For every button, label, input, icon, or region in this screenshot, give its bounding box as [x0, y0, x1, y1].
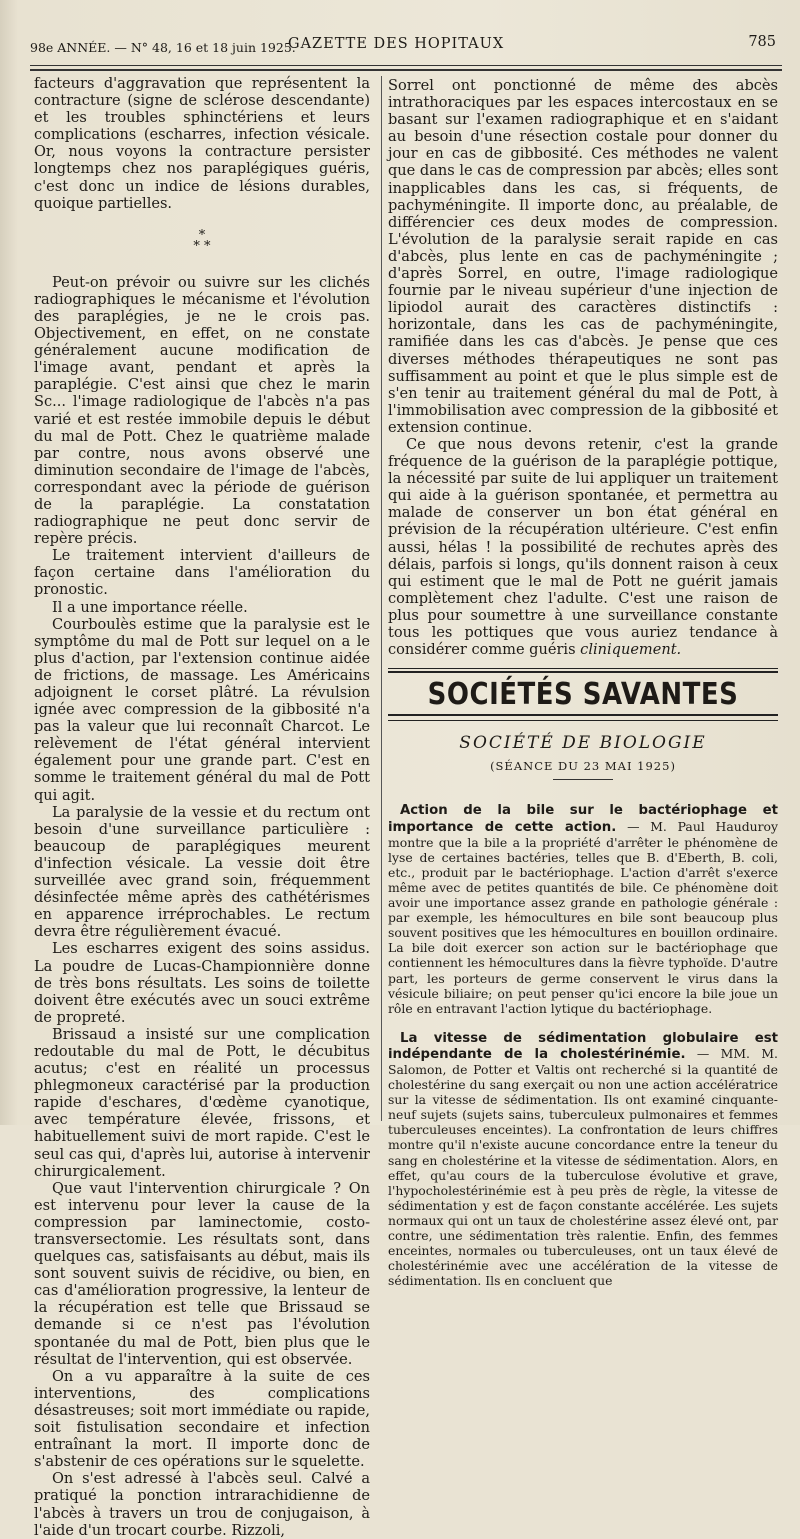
section-stars: * * *: [193, 227, 211, 254]
left-column: [34, 75, 370, 1539]
paragraph-text: Ce que nous devons retenir, c'est la grande fréquence de la guérison de la paraplégie pottique, la nécessité par suite de lui appliquer un traitement qui aide à la guérison spontanée, et permettra au malade de conserver un bon état général en prévision de la récupération ultérieure. C'est enfin aussi, hélas ! la possibilité de rechutes après des délais, parfois si longs, qu'ils donnent raison à ceux qui estiment que le mal de Pott ne guérit jamais complètement chez l'adulte. C'est une raison de plus pour soumettre à une surveillance constante tous les pottiques que vous auriez tendance à considérer comme guéris: [388, 435, 778, 659]
paragraph: Il a une importance réelle.: [52, 598, 248, 616]
society-title: SOCIÉTÉ DE BIOLOGIE: [459, 733, 707, 754]
paragraph: Le traitement intervient d'ailleurs de façon certaine dans l'amélioration du pronostic.: [34, 547, 370, 599]
section-rule-thick: [388, 714, 778, 716]
page-number: 785: [748, 34, 776, 50]
article-paragraph: [388, 1030, 778, 1289]
right-column: [388, 77, 778, 1288]
article-body: — MM. M. Salomon, de Potter et Valtis ont recherché si la quantité de cholestérine du sang exerçait ou non une action accélératrice sur la vitesse de sédimentation. Ils ont examiné cinquante-neuf sujets (sujets sains, tuberculeux pulmonaires et femmes tuberculeuses enceintes). La confrontation de leurs chiffres montre qu'il n'existe aucune concordance entre la teneur du sang en cholestérine et la vitesse de sédimentation. Alors, en effet, qu'au cours de la tuberculose évolutive et grave, l'hypocholestérinémie est à peu près de règle, la vitesse de sédimentation y est de façon constante accélérée. Les sujets normaux qui ont un taux de cholestérine assez élevé ont, par contre, une sédimentation très ralentie. Enfin, des femmes enceintes, normales ou tuberculeuses, ont un taux élevé de cholestérinémie avec une accélération de la vitesse de sédimentation. Ils en concluent que: [388, 1045, 778, 1289]
section-rule-thick: [388, 671, 778, 673]
header-rule: [30, 65, 782, 66]
italic-word: cliniquement.: [580, 641, 682, 659]
article-title: Action de la bile sur le bactériophage et importance de cette action.: [388, 803, 778, 835]
paragraph: [388, 436, 778, 658]
article: [388, 1030, 778, 1289]
article-title: La vitesse de sédimentation globulaire est indépendante de la cholestérinémie.: [388, 1030, 778, 1062]
small-divider: [553, 779, 613, 780]
paragraph: On s'est adressé à l'abcès seul. Calvé a pratiqué la ponction intrarachidienne de l'abcès à travers un trou de conjugaison, à l'aide d'un trocart courbe. Rizzoli,: [34, 1470, 370, 1539]
paragraph: Les escharres exigent des soins assidus. La poudre de Lucas-Championnière donne de très bons résultats. Les soins de toilette doivent être exécutés avec un souci extrême de propreté.: [34, 940, 370, 1026]
issue-info: 98e ANNÉE. — N° 48, 16 et 18 juin 1925.: [30, 40, 296, 55]
column-divider: [381, 76, 382, 1121]
page-header: [30, 34, 782, 60]
header-rule-thick: [30, 69, 782, 71]
section-rule: [388, 668, 778, 669]
section-rule: [388, 720, 778, 721]
paragraph: Brissaud a insisté sur une complication redoutable du mal de Pott, le décubitus acutus; c'est en réalité un processus phlegmoneux caractérisé par la production rapide d'eschares, d'œdème cyanotique, avec température élevée, frissons, et habituellement suivi de mort rapide. C'est le seul cas qui, d'après lui, autorise à intervenir chirurgicalement.: [34, 1025, 370, 1180]
paragraph: Courboulès estime que la paralysie est le symptôme du mal de Pott sur lequel on a le plus d'action, par l'extension continue aidée de frictions, de massage. Les Américains adjoignent le corset plâtré. La révulsion ignée avec compression de la gibbosité n'a pas la valeur que lui reconnaît Charcot. Le relèvement de l'état général intervient également pour une grande part. C'est en somme le traitement général du mal de Pott qui agit.: [34, 615, 370, 804]
paragraph: Peut-on prévoir ou suivre sur les clichés radiographiques le mécanisme et l'évolution des paraplégies, je ne le crois pas. Objectivement, en effet, on ne constate généralement aucune modification de l'image avant, pendant et après la paraplégie. C'est ainsi que chez le marin Sc... l'image radiologique de l'abcès n'a pas varié et est restée immobile depuis le début du mal de Pott. Chez le quatrième malade par contre, nous avons observé une diminution secondaire de l'image de l'abcès, correspondant avec la période de guérison de la paraplégie. La constatation radiographique ne peut donc servir de repère précis.: [34, 273, 370, 548]
journal-title: GAZETTE DES HOPITAUX: [288, 36, 505, 52]
session-date: (SÉANCE DU 23 MAI 1925): [490, 759, 676, 774]
section-title: SOCIÉTÉS SAVANTES: [427, 677, 739, 713]
article: [388, 802, 778, 1015]
paragraph: Que vaut l'intervention chirurgicale ? On est intervenu pour lever la cause de la compression par laminectomie, costo-transversectomie. Les résultats sont, dans quelques cas, satisfaisants au début, mais ils sont souvent suivis de récidive, ou bien, en cas d'amélioration progressive, la lenteur de la récupération est telle que Brissaud se demande si ce n'est pas l'évolution spontanée du mal de Pott, bien plus que le résultat de l'intervention, qui est observée.: [34, 1179, 370, 1368]
paragraph: Sorrel ont ponctionné de même des abcès intrathoraciques par les espaces intercostaux en se basant sur l'examen radiographique et en s'aidant au besoin d'une résection costale pour donner du jour en cas de gibbosité. Ces méthodes ne valent que dans le cas de compression par abcès; elles sont inapplicables dans les cas, si fréquents, de pachyméningite. Il importe donc, au préalable, de différencier ces deux modes de compression. L'évolution de la paralysie serait rapide en cas d'abcès, plus lente en cas de pachyméningite ; d'après Sorrel, en outre, l'image radiologique fournie par le niveau supérieur d'une injection de lipiodol aurait des caractères distinctifs : horizontale, dans les cas de pachyméningite, ramifiée dans les cas d'abcès. Je pense que ces diverses méthodes thérapeutiques ne sont pas suffisamment au point et que le plus simple est de s'en tenir au traitement général du mal de Pott, à l'immobilisation avec compression de la gibbosité et extension continue.: [388, 77, 778, 436]
paragraph: facteurs d'aggravation que représentent la contracture (signe de sclérose descendante) et les troubles sphinctériens et leurs complications (escharres, infection vésicale. Or, nous voyons la contracture persister longtemps chez nos paraplégiques guéris, c'est donc un indice de lésions durables, quoique partielles.: [34, 75, 370, 212]
paragraph: On a vu apparaître à la suite de ces interventions, des complications désastreuses; soit mort immédiate ou rapide, soit fistulisation secondaire et infection entraînant la mort. Il importe donc de s'abstenir de ces opérations sur le squelette.: [34, 1367, 370, 1471]
paragraph: La paralysie de la vessie et du rectum ont besoin d'une surveillance particulière : beaucoup de paraplégiques meurent d'infection vésicale. La vessie doit être surveillée avec grand soin, fréquemment désinfectée même après des cathétérismes en apparence irréprochables. Le rectum devra être régulièrement évacué.: [34, 803, 370, 941]
article-body: — M. Paul Hauduroy montre que la bile a la propriété d'arrêter le phénomène de lyse de certaines bactéries, telles que B. d'Eberth, B. coli, etc., produit par le bactériophage. L'action d'arrêt s'exerce même avec de petites quantités de bile. Ce phénomène doit avoir une importance assez grande en pathologie générale : par exemple, les hémocultures en bile sont beaucoup plus souvent positives que les hémocultures en bouillon ordinaire. La bile doit exercer son action sur le bactériophage que contiennent les hémocultures dans la fièvre typhoïde. D'autre part, les porteurs de germe conservent le virus dans la vésicule biliaire; on peut penser qu'ici encore la bile joue un rôle en entravant l'action lytique du bactériophage.: [388, 818, 779, 1016]
article-paragraph: [388, 802, 778, 1015]
